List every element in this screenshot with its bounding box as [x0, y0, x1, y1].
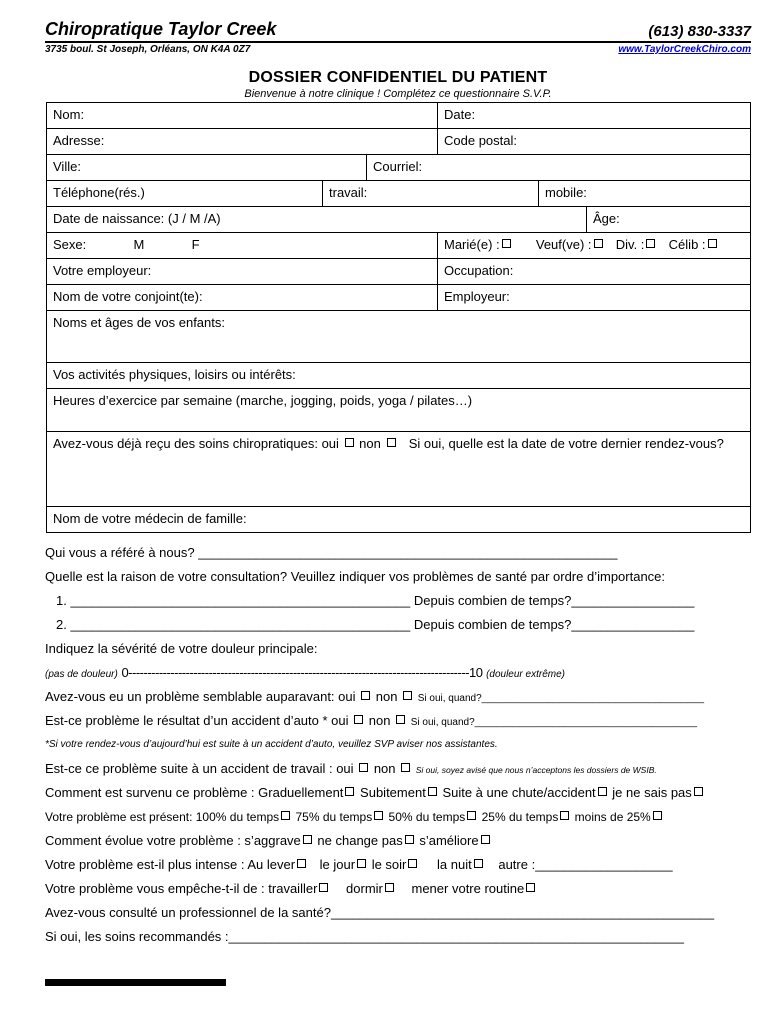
row-enfants [47, 311, 750, 363]
activites-field[interactable]: Vos activités physiques, loisirs ou intérêts: [53, 367, 296, 382]
note-accident-auto: *Si votre rendez-vous d’aujourd’hui est suite à un accident d’auto, veuillez SVP aviser nos assistantes. [45, 739, 498, 750]
mobile-field[interactable]: mobile: [545, 185, 587, 200]
survenu-label: Comment est survenu ce problème : Graduellement [45, 785, 344, 800]
website-link[interactable]: www.TaylorCreekChiro.com [618, 44, 751, 55]
accident-travail-non-label: non [373, 761, 396, 776]
graduellement-checkbox[interactable] [345, 787, 354, 796]
nom-field[interactable]: Nom: [47, 103, 438, 128]
etat-civil-field [438, 233, 750, 258]
row-telephone [47, 181, 750, 207]
employeur2-field[interactable]: Employeur: [444, 289, 510, 304]
consulte-question[interactable]: Avez-vous consulté un professionnel de la santé?_____________________________________________________ [45, 905, 715, 920]
soins-question: Avez-vous déjà reçu des soins chiropratiques: oui [53, 436, 339, 451]
row-ville [47, 155, 750, 181]
age-field[interactable]: Âge: [593, 211, 620, 226]
dormir-checkbox[interactable] [385, 883, 394, 892]
ameliore-checkbox[interactable] [481, 835, 490, 844]
le-jour-checkbox[interactable] [357, 859, 366, 868]
present-25-checkbox[interactable] [560, 811, 569, 820]
douleur-extreme-label: (douleur extrême) [486, 669, 565, 680]
medecin-field[interactable]: Nom de votre médecin de famille: [53, 511, 247, 526]
dormir-label: dormir [346, 881, 383, 896]
present-100-checkbox[interactable] [281, 811, 290, 820]
ne-change-pas-checkbox[interactable] [405, 835, 414, 844]
signature-bar [45, 979, 226, 986]
semblable-non-checkbox[interactable] [403, 691, 412, 700]
present-moins-25-label: moins de 25% [574, 810, 651, 824]
ville-field[interactable]: Ville: [47, 155, 367, 180]
header-rule [45, 41, 751, 43]
soins-oui-checkbox[interactable] [345, 438, 354, 447]
present-50-label: 50% du temps [388, 810, 466, 824]
soins-non-checkbox[interactable] [387, 438, 396, 447]
ne-sais-pas-label: je ne sais pas [612, 785, 692, 800]
survenu-question [45, 781, 751, 805]
la-nuit-label: la nuit [437, 857, 472, 872]
pain-scale[interactable] [45, 661, 751, 685]
soins-recommandes-question[interactable]: Si oui, les soins recommandés :_______________________________________________________________ [45, 929, 685, 944]
subitement-checkbox[interactable] [428, 787, 437, 796]
employeur-field[interactable]: Votre employeur: [47, 259, 438, 284]
row-exercice [47, 389, 750, 432]
present-75-label: 75% du temps [295, 810, 373, 824]
adresse-field[interactable]: Adresse: [47, 129, 438, 154]
refere-question[interactable]: Qui vous a référé à nous? __________________________________________________________ [45, 545, 618, 560]
ameliore-label: s’améliore [419, 833, 479, 848]
intense-label: Votre problème est-il plus intense : Au lever [45, 857, 296, 872]
autre-field[interactable]: autre :___________________ [498, 857, 673, 872]
probleme-item-2[interactable]: 2. _______________________________________________ Depuis combien de temps?_________________ [56, 617, 695, 632]
empeche-label: Votre problème vous empêche-t-il de : travailler [45, 881, 318, 896]
soins-field [47, 432, 750, 506]
intense-question [45, 853, 751, 877]
code-postal-field[interactable]: Code postal: [444, 133, 517, 148]
celib-label: Célib : [668, 237, 706, 252]
sexe-m-option[interactable]: M [133, 237, 145, 252]
clinic-name: Chiropratique Taylor Creek [45, 19, 277, 39]
chute-accident-label: Suite à une chute/accident [442, 785, 596, 800]
clinic-phone: (613) 830-3337 [648, 23, 751, 40]
probleme-item-1[interactable]: 1. _______________________________________________ Depuis combien de temps?_________________ [56, 593, 695, 608]
evolue-question [45, 829, 751, 853]
enfants-field[interactable]: Noms et âges de vos enfants: [53, 315, 225, 330]
accident-auto-quand-field[interactable]: Si oui, quand?________________________________________ [410, 717, 698, 728]
accident-travail-non-checkbox[interactable] [401, 763, 410, 772]
clinic-address: 3735 boul. St Joseph, Orléans, ON K4A 0Z7 [45, 44, 251, 55]
pas-douleur-label: (pas de douleur) [45, 669, 118, 680]
sexe-field [47, 233, 438, 258]
sexe-label: Sexe: [53, 237, 87, 252]
row-employeur [47, 259, 750, 285]
occupation-field[interactable]: Occupation: [444, 263, 514, 278]
ne-sais-pas-checkbox[interactable] [694, 787, 703, 796]
accident-auto-question [45, 709, 751, 733]
patient-form-page [45, 18, 751, 949]
travail-field[interactable]: travail: [323, 181, 539, 206]
patient-info-table [46, 102, 751, 533]
le-jour-label: le jour [319, 857, 356, 872]
semblable-label: Avez-vous eu un problème semblable auparavant: oui [45, 689, 356, 704]
celib-checkbox[interactable] [708, 239, 717, 248]
chute-accident-checkbox[interactable] [598, 787, 607, 796]
semblable-question [45, 685, 751, 709]
subitement-label: Subitement [360, 785, 426, 800]
accident-auto-non-label: non [368, 713, 391, 728]
evolue-label: Comment évolue votre problème : s’aggrave [45, 833, 301, 848]
date-field[interactable]: Date: [444, 107, 476, 122]
present-25-label: 25% du temps [481, 810, 559, 824]
raison-question: Quelle est la raison de votre consultation? Veuillez indiquer vos problèmes de santé par ordre d’importance: [45, 569, 666, 584]
ne-change-pas-label: ne change pas [317, 833, 403, 848]
routine-checkbox[interactable] [526, 883, 535, 892]
present-50-checkbox[interactable] [467, 811, 476, 820]
div-label: Div. : [615, 237, 645, 252]
soins-non-label: non [359, 436, 381, 451]
accident-auto-non-checkbox[interactable] [396, 715, 405, 724]
courriel-field[interactable]: Courriel: [373, 159, 423, 174]
accident-travail-label: Est-ce ce problème suite à un accident de travail : oui [45, 761, 354, 776]
marie-checkbox[interactable] [502, 239, 511, 248]
au-lever-checkbox[interactable] [297, 859, 306, 868]
form-title: DOSSIER CONFIDENTIEL DU PATIENT [248, 69, 548, 86]
form-subtitle: Bienvenue à notre clinique ! Complétez ce questionnaire S.V.P. [244, 88, 552, 100]
accident-travail-oui-checkbox[interactable] [359, 763, 368, 772]
marie-label: Marié(e) : [444, 237, 500, 252]
le-soir-label: le soir [371, 857, 407, 872]
exercice-field[interactable]: Heures d’exercice par semaine (marche, jogging, poids, yoga / pilates…) [53, 393, 473, 408]
semblable-oui-checkbox[interactable] [361, 691, 370, 700]
soins-date-question[interactable]: Si oui, quelle est la date de votre dernier rendez-vous? [408, 436, 724, 451]
row-adresse [47, 129, 750, 155]
telephone-field[interactable]: Téléphone(rés.) [47, 181, 323, 206]
la-nuit-checkbox[interactable] [474, 859, 483, 868]
veuf-checkbox[interactable] [594, 239, 603, 248]
naissance-field[interactable]: Date de naissance: (J / M /A) [47, 207, 587, 232]
row-conjoint [47, 285, 750, 311]
present-question [45, 805, 751, 829]
row-sexe [47, 233, 750, 259]
present-75-checkbox[interactable] [374, 811, 383, 820]
row-naissance [47, 207, 750, 233]
present-label: Votre problème est présent: 100% du temps [45, 810, 280, 824]
travailler-checkbox[interactable] [319, 883, 328, 892]
accident-auto-label: Est-ce problème le résultat d’un accident d’auto * oui [45, 713, 349, 728]
semblable-non-label: non [375, 689, 398, 704]
accident-travail-question [45, 757, 751, 781]
empeche-question [45, 877, 751, 901]
conjoint-field[interactable]: Nom de votre conjoint(te): [47, 285, 438, 310]
header-top [45, 18, 751, 40]
veuf-label: Veuf(ve) : [535, 237, 592, 252]
routine-label: mener votre routine [411, 881, 525, 896]
severite-question: Indiquez la sévérité de votre douleur principale: [45, 641, 318, 656]
aggrave-checkbox[interactable] [303, 835, 312, 844]
row-nom-date [47, 103, 750, 129]
semblable-quand-field[interactable]: Si oui, quand?________________________________________ [417, 693, 705, 704]
present-moins-25-checkbox[interactable] [653, 811, 662, 820]
div-checkbox[interactable] [646, 239, 655, 248]
row-activites [47, 363, 750, 389]
accident-auto-oui-checkbox[interactable] [354, 715, 363, 724]
row-medecin [47, 507, 750, 532]
header-bottom [45, 44, 751, 58]
row-soins [47, 432, 750, 507]
wsib-note: Si oui, soyez avisé que nous n’acceptons les dossiers de WSIB. [415, 765, 657, 775]
le-soir-checkbox[interactable] [408, 859, 417, 868]
pain-scale-line[interactable]: 0-----------------------------------------------------------------------------------------10 [121, 665, 483, 680]
sexe-f-option[interactable]: F [191, 237, 200, 252]
